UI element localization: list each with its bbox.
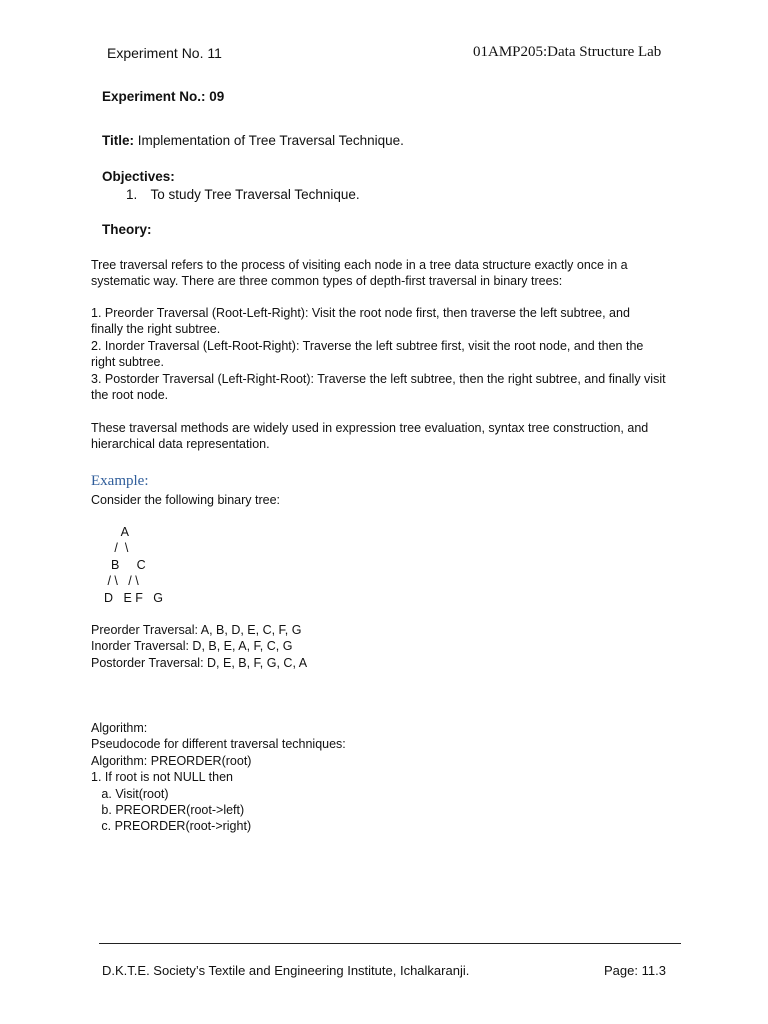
example-intro: Consider the following binary tree:: [91, 493, 280, 507]
binary-tree-diagram: [104, 524, 163, 606]
algorithm-line: b. PREORDER(root->left): [91, 803, 245, 818]
paragraph-line: 3. Postorder Traversal (Left-Right-Root): Traverse the left subtree, then the right subtree, and finally visit: [91, 371, 666, 386]
experiment-number: [102, 89, 224, 104]
tree-line: / \ / \: [104, 574, 139, 589]
objective-item-text: To study Tree Traversal Technique.: [150, 187, 360, 202]
experiment-number-label: Experiment No.:: [102, 89, 206, 104]
theory-heading: Theory:: [102, 222, 152, 237]
objectives-heading: Objectives:: [102, 169, 175, 184]
paragraph-line: systematic way. There are three common types of depth-first traversal in binary trees:: [91, 274, 563, 289]
paragraph-line: Tree traversal refers to the process of visiting each node in a tree data structure exactly once in a: [91, 258, 628, 272]
traversal-result-line: Postorder Traversal: D, E, B, F, G, C, A: [91, 655, 308, 670]
title-text: Implementation of Tree Traversal Technique.: [137, 133, 404, 148]
paragraph-line: right subtree.: [91, 355, 164, 370]
tree-line: D E F G: [104, 590, 164, 605]
objective-item-number: 1.: [126, 187, 138, 202]
traversal-types-paragraph: [91, 305, 701, 403]
footer-page-number: Page: 11.3: [604, 963, 666, 978]
paragraph-line: finally the right subtree.: [91, 322, 221, 337]
theory-intro-paragraph: [91, 257, 701, 290]
algorithm-block: [91, 720, 701, 835]
paragraph-line: 2. Inorder Traversal (Left-Root-Right): Traverse the left subtree first, visit the root node, and then the: [91, 338, 644, 353]
algorithm-line: Pseudocode for different traversal techniques:: [91, 737, 346, 752]
algorithm-line: 1. If root is not NULL then: [91, 770, 233, 785]
usage-paragraph: [91, 420, 701, 453]
algorithm-line: Algorithm: PREORDER(root): [91, 753, 252, 768]
paragraph-line: These traversal methods are widely used in expression tree evaluation, syntax tree construction, and: [91, 421, 649, 435]
paragraph-line: 1. Preorder Traversal (Root-Left-Right): Visit the root node first, then traverse the left subtree, and: [91, 306, 630, 320]
tree-line: A: [104, 525, 130, 539]
footer-institute: D.K.T.E. Society’s Textile and Engineering Institute, Ichalkaranji.: [102, 963, 470, 978]
header-experiment-label: Experiment No. 11: [107, 45, 222, 61]
traversal-results: [91, 622, 701, 671]
algorithm-line: c. PREORDER(root->right): [91, 819, 252, 834]
tree-line: B C: [104, 557, 146, 572]
example-heading: Example:: [91, 473, 149, 489]
algorithm-line: a. Visit(root): [91, 786, 169, 801]
paragraph-line: hierarchical data representation.: [91, 437, 270, 452]
traversal-result-line: Inorder Traversal: D, B, E, A, F, C, G: [91, 639, 293, 654]
traversal-result-line: Preorder Traversal: A, B, D, E, C, F, G: [91, 623, 302, 637]
paragraph-line: the root node.: [91, 388, 169, 403]
algorithm-line: Algorithm:: [91, 721, 148, 735]
title-label: Title:: [102, 133, 135, 148]
tree-line: / \: [104, 541, 129, 556]
title-line: [102, 133, 404, 148]
header-course-code: 01AMP205:Data Structure Lab: [473, 44, 662, 60]
experiment-number-value: 09: [209, 89, 225, 104]
footer-divider: [99, 943, 681, 944]
objective-item: [126, 187, 360, 202]
